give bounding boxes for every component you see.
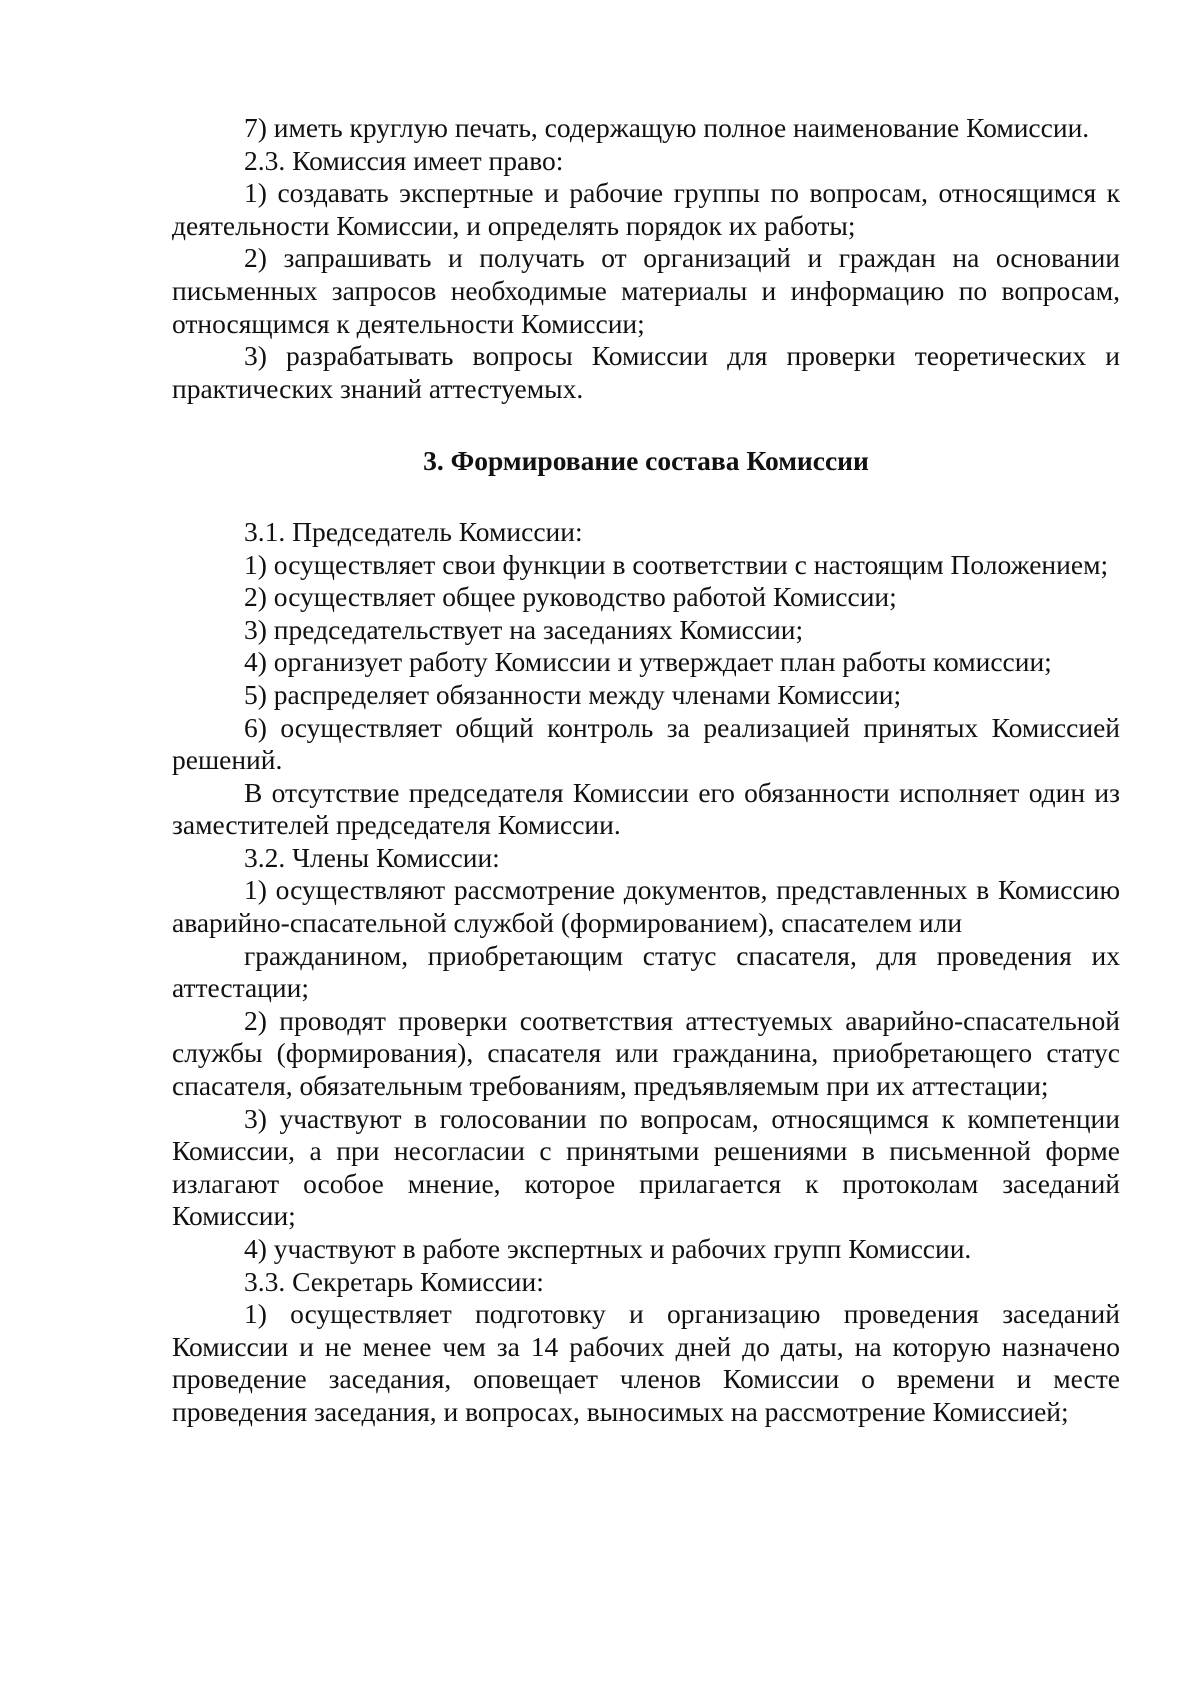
paragraph-3-1-title: 3.1. Председатель Комиссии: [244, 515, 583, 547]
spacer [172, 478, 1120, 516]
paragraph-3-3-item-1: 1) осуществляет подготовку и организацию проведения заседаний Комиссии и не менее чем за 14 рабочих дней до даты, на которую назначено проведение заседания, оповещает членов Комиссии о времени и месте проведения заседания, и вопросах, выносимых на рассмотрение Комиссией; [172, 1298, 1120, 1427]
paragraph-3-1-item-5: 5) распределяет обязанности между членами Комиссии; [244, 678, 902, 710]
paragraph-3-2-title: 3.2. Члены Комиссии: [244, 841, 500, 873]
paragraph-3-1-item-3: 3) председательствует на заседаниях Комиссии; [244, 613, 804, 645]
paragraph-3-2-item-4: 4) участвуют в работе экспертных и рабочих групп Комиссии. [244, 1233, 972, 1264]
paragraph-3-1-item-1: 1) осуществляет свои функции в соответствии с настоящим Положением; [244, 548, 1109, 580]
section-3-heading: 3. Формирование состава Комиссии [423, 445, 869, 477]
paragraph-3-2-item-3: 3) участвуют в голосовании по вопросам, относящимся к компетенции Комиссии, а при несогласии с принятыми решениями в письменной форме излагают особое мнение, которое прилагается к протоколам заседаний Комиссии; [172, 1102, 1120, 1232]
paragraph-2-3-title: 2.3. Комиссия имеет право: [244, 144, 564, 176]
paragraph-item-7-seal: 7) иметь круглую печать, содержащую полное наименование Комиссии. [244, 112, 1090, 143]
paragraph-2-3-item-3: 3) разрабатывать вопросы Комиссии для проверки теоретических и практических знаний аттестуемых. [172, 340, 1120, 404]
spacer [172, 405, 1120, 445]
paragraph-3-2-item-1: 1) осуществляют рассмотрение документов, представленных в Комиссию аварийно-спасательной службой (формированием), спасателем или [172, 874, 1120, 939]
paragraph-3-2-item-2: 2) проводят проверки соответствия аттестуемых аварийно-спасательной службы (формирования), спасателя или гражданина, приобретающего статус спасателя, обязательным требованиям, предъявляемым при их аттестации; [172, 1004, 1120, 1102]
paragraph-2-3-item-1: 1) создавать экспертные и рабочие группы по вопросам, относящимся к деятельности Комиссии, и определять порядок их работы; [172, 177, 1120, 241]
paragraph-3-1-absence: В отсутствие председателя Комиссии его обязанности исполняет один из заместителей председателя Комиссии. [172, 776, 1120, 841]
paragraph-3-1-item-6: 6) осуществляет общий контроль за реализацией принятых Комиссией решений. [172, 711, 1120, 776]
paragraph-3-1-item-2: 2) осуществляет общее руководство работой Комиссии; [244, 581, 897, 613]
paragraph-2-3-item-2: 2) запрашивать и получать от организаций и граждан на основании письменных запросов необходимые материалы и информацию по вопросам, относящимся к деятельности Комиссии; [172, 242, 1120, 339]
document-page [172, 112, 1120, 1429]
paragraph-3-2-item-1-continued: гражданином, приобретающим статус спасателя, для проведения их аттестации; [172, 939, 1120, 1004]
paragraph-3-3-title: 3.3. Секретарь Комиссии: [244, 1265, 544, 1297]
paragraph-3-1-item-4: 4) организует работу Комиссии и утверждает план работы комиссии; [244, 646, 1052, 678]
